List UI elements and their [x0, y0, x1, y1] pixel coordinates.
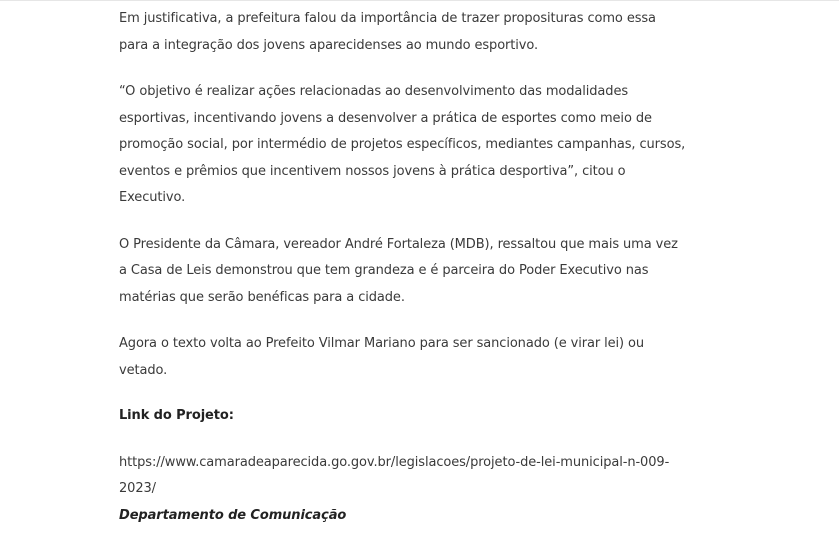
project-link-label: Link do Projeto: — [119, 408, 234, 423]
article-body — [119, 6, 689, 529]
paragraph-justification: Em justificativa, a prefeitura falou da importância de trazer proposituras como essa para a integração dos jovens aparecidenses ao mundo esportivo. — [119, 11, 656, 53]
top-divider — [0, 0, 839, 1]
paragraph-president: O Presidente da Câmara, vereador André Fortaleza (MDB), ressaltou que mais uma vez a Casa de Leis demonstrou que tem grandeza e é parceira do Poder Executivo nas matérias que serão benéficas para a cidade. — [119, 236, 678, 305]
project-link[interactable]: https://www.camaradeaparecida.go.gov.br/legislacoes/projeto-de-lei-municipal-n-009-2023/ — [119, 454, 670, 496]
signature: Departamento de Comunicação — [119, 507, 347, 523]
paragraph-sanction: Agora o texto volta ao Prefeito Vilmar Mariano para ser sancionado (e virar lei) ou vetado. — [119, 336, 645, 378]
paragraph-quote: “O objetivo é realizar ações relacionadas ao desenvolvimento das modalidades esportivas, incentivando jovens a desenvolver a prática de esportes como meio de promoção social, por intermédio de projetos específicos, mediantes campanhas, cursos, eventos e prêmios que incentivem nossos jovens à prática desportiva”, citou o Executivo. — [119, 84, 686, 205]
project-link-paragraph — [119, 450, 689, 503]
